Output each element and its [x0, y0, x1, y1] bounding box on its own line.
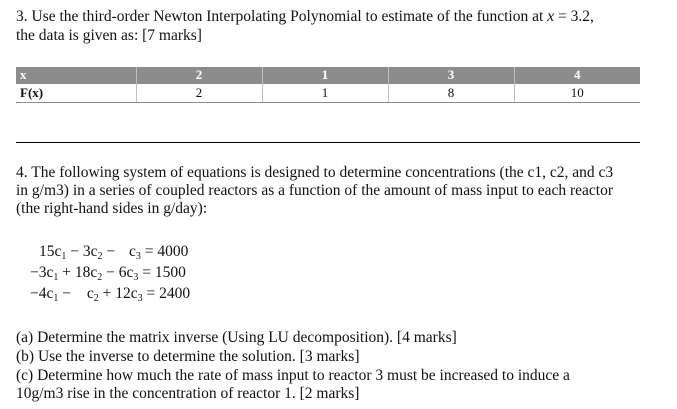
variable-x: x — [547, 8, 555, 25]
eq3-rhs: = 2400 — [142, 285, 191, 302]
eq2-rhs: = 1500 — [138, 264, 186, 281]
data-table — [16, 67, 640, 103]
eq1-term-c: c — [129, 243, 136, 260]
eq2-term-c: − 6c — [102, 264, 134, 281]
eq1-rhs: = 4000 — [140, 243, 189, 260]
question-4-line-3: (the right-hand sides in g/day): — [16, 200, 208, 217]
eq1-sub-3: 3 — [135, 251, 141, 262]
equation-3 — [30, 284, 190, 309]
section-divider — [16, 142, 640, 143]
part-c-line-1: (c) Determine how much the rate of mass input to reactor 3 must be increased to induce a — [16, 367, 570, 384]
question-4-line-2: in g/m3) in a series of coupled reactors as a function of the amount of mass input to each reactor — [16, 182, 613, 199]
header-cell: 4 — [514, 67, 640, 84]
eq2-sub-2: 2 — [97, 272, 103, 283]
eq1-sub-2: 2 — [97, 251, 103, 262]
eq3-term-a: −4c — [30, 285, 54, 302]
eq1-sub-1: 1 — [61, 251, 67, 262]
eq2-sub-3: 3 — [133, 272, 139, 283]
header-cell: 1 — [262, 67, 388, 84]
part-a: (a) Determine the matrix inverse (Using LU decomposition). [4 marks] — [16, 329, 457, 346]
header-cell: 2 — [136, 67, 262, 84]
eq3-sub-3: 3 — [137, 293, 143, 304]
question-3-line-2: the data is given as: [7 marks] — [16, 27, 202, 44]
header-cell: 3 — [388, 67, 514, 84]
table-row — [16, 84, 640, 103]
eq3-term-b: c — [86, 285, 94, 302]
eq3-op: − — [58, 285, 75, 302]
question-4-line-1: 4. The following system of equations is designed to determine concentrations (the c1, c2, and c3 — [16, 164, 614, 181]
question-3-line-1 — [16, 8, 594, 26]
eq3-sub-2: 2 — [93, 293, 99, 304]
row-cell: 8 — [388, 84, 514, 103]
row-label: F(x) — [16, 84, 136, 103]
part-c-line-2: 10g/m3 rise in the concentration of reactor 1. [2 marks] — [16, 385, 360, 402]
eq2-term-a: −3c — [30, 264, 54, 281]
header-label: x — [16, 67, 136, 84]
eq2-sub-1: 1 — [53, 272, 59, 283]
question-3-target: = 3.2, — [554, 8, 594, 25]
table-header-row — [16, 67, 640, 84]
row-cell: 2 — [136, 84, 262, 103]
part-b: (b) Use the inverse to determine the solution. [3 marks] — [16, 348, 360, 365]
eq3-term-c: + 12c — [98, 285, 138, 302]
eq1-op: − — [102, 243, 120, 260]
eq1-term-a: 15c — [39, 243, 62, 260]
row-cell: 10 — [514, 84, 640, 103]
row-cell: 1 — [262, 84, 388, 103]
eq1-term-b: − 3c — [66, 243, 98, 260]
question-3-text: 3. Use the third-order Newton Interpolating Polynomial to estimate of the function at — [16, 8, 548, 25]
eq3-sub-1: 1 — [53, 293, 59, 304]
eq2-term-b: + 18c — [58, 264, 98, 281]
